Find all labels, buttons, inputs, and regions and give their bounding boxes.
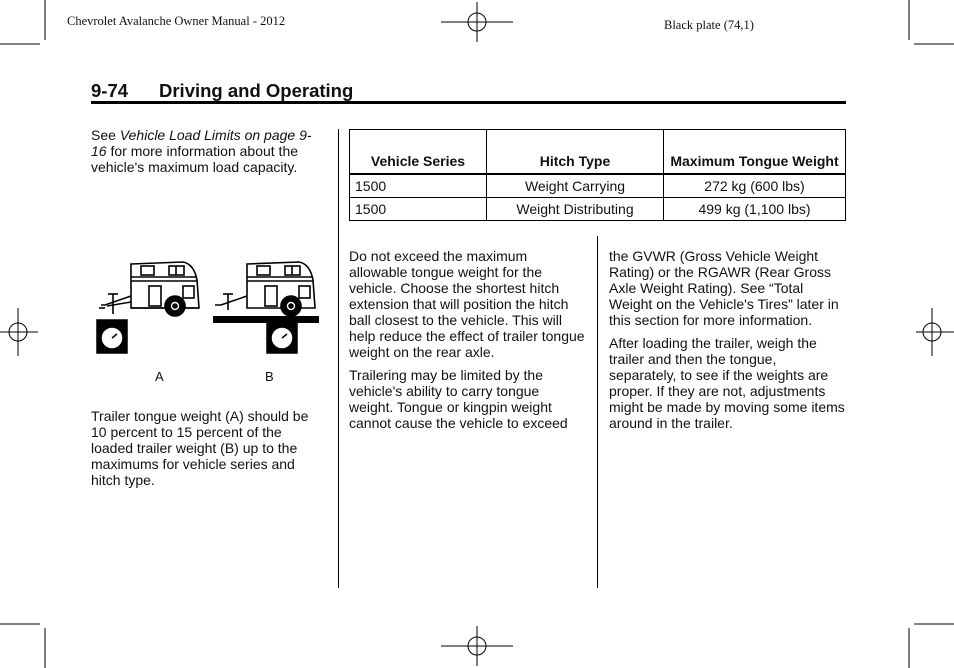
figure-label-a: A: [155, 369, 164, 384]
table-cell: 272 kg (600 lbs): [664, 174, 846, 198]
weighing-paragraph: After loading the trailer, weigh the trailer and then the tongue, separately, to see if the weights are proper. If they are not, adjustments might be made by moving some items around in the trailer.: [609, 335, 845, 431]
section-title: Driving and Operating: [159, 80, 354, 101]
column-3-text: [609, 248, 845, 438]
table-cell: 499 kg (1,100 lbs): [664, 198, 846, 221]
trailer-b-illustration: [215, 262, 315, 316]
registration-mark-right: [914, 302, 954, 362]
figure-label-b: B: [265, 369, 274, 384]
table-cell: Weight Distributing: [487, 198, 664, 221]
tongue-weight-illustration: [91, 250, 331, 360]
table-cell: 1500: [350, 174, 487, 198]
header-hitch-type: Hitch Type: [487, 130, 664, 175]
table-header-row: [350, 130, 846, 175]
manual-title: Chevrolet Avalanche Owner Manual - 2012: [67, 14, 286, 28]
intro-paragraph: [91, 127, 316, 175]
column-divider-1: [338, 129, 339, 588]
plate-label: Black plate (74,1): [664, 18, 754, 32]
gvwr-paragraph: the GVWR (Gross Vehicle Weight Rating) or the RGAWR (Rear Gross Axle Weight Rating). See “Total Weight on the Vehicle's Tires” later in this section for more information.: [609, 248, 839, 328]
registration-mark-bottom: [437, 626, 517, 666]
table-row: [350, 198, 846, 221]
trailer-a-illustration: [99, 262, 199, 316]
scale-a-icon: [97, 320, 127, 353]
trailering-limit-paragraph: Trailering may be limited by the vehicle's ability to carry tongue weight. Tongue or kingpin weight cannot cause the vehicle to exceed: [349, 367, 568, 431]
load-limits-reference[interactable]: Vehicle Load Limits on page 9-16: [91, 127, 312, 159]
header-vehicle-series: Vehicle Series: [350, 130, 487, 175]
intro-prefix: See: [91, 127, 120, 143]
table-cell: 1500: [350, 198, 487, 221]
table-row: [350, 174, 846, 198]
scale-b-icon: [267, 323, 297, 353]
section-heading: [91, 80, 353, 102]
tongue-weight-paragraph: Trailer tongue weight (A) should be 10 percent to 15 percent of the loaded trailer weight (B) up to the maximums for vehicle series and hitch type.: [91, 408, 309, 488]
header-rule: [91, 101, 846, 104]
section-number: 9-74: [91, 80, 129, 101]
hitch-extension-paragraph: Do not exceed the maximum allowable tongue weight for the vehicle. Choose the shortest hitch extension that will position the hitch ball closest to the vehicle. This will help reduce the effect of trailer tongue weight on the rear axle.: [349, 248, 585, 360]
tongue-weight-table: [349, 129, 846, 221]
column-2-text: [349, 248, 585, 438]
scale-platform-b: [213, 316, 319, 323]
column-divider-2: [597, 236, 598, 588]
header-max-tongue-weight: Maximum Tongue Weight: [664, 130, 846, 175]
intro-suffix: for more information about the vehicle's maximum load capacity.: [91, 143, 299, 175]
table-cell: Weight Carrying: [487, 174, 664, 198]
registration-mark-left: [0, 302, 40, 362]
registration-mark-top: [437, 2, 517, 42]
